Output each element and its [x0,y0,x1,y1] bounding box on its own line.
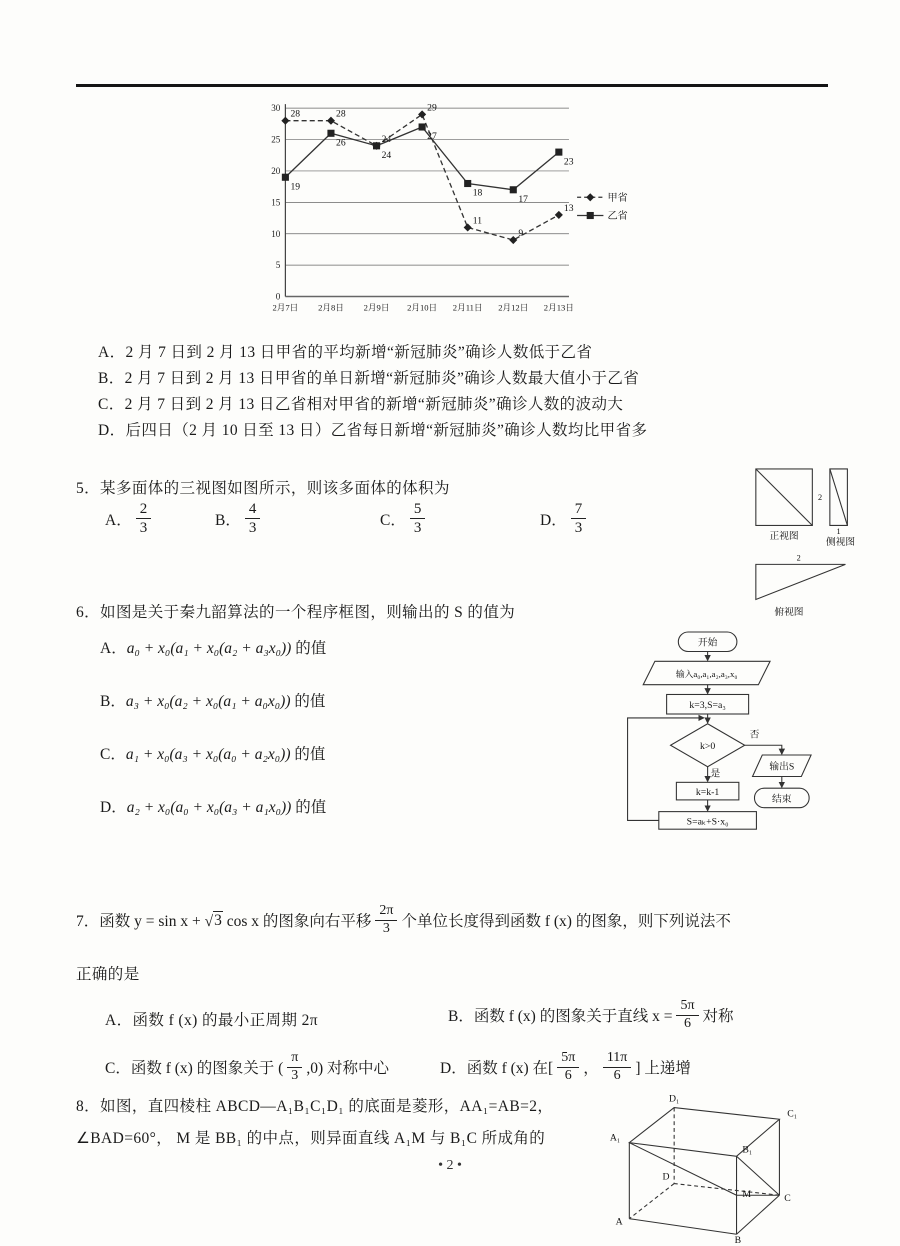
svg-text:2月13日: 2月13日 [543,302,574,313]
math-expression: a₃ + x₀(a₂ + x₀(a₁ + a₀x₀)) [125,693,291,710]
svg-text:2月8日: 2月8日 [318,302,344,313]
page-number: • 2 • [438,1158,462,1173]
vertex-m: M [742,1189,752,1201]
option-suffix: 的值 [291,640,327,657]
option-label: A． [100,640,127,657]
svg-text:18: 18 [472,187,483,199]
svg-text:2月11日: 2月11日 [452,302,483,313]
q7-option-a: A．函数 f (x) 的最小正周期 2π [105,1012,319,1029]
side-view-label: 侧视图 [825,536,856,548]
option-label: D． [100,799,127,816]
svg-text:24: 24 [381,133,392,145]
vertex-c: C [784,1193,791,1205]
fraction: $\frac{2\pi}{3}$ [375,903,397,938]
svg-text:输入a₀,a₁,a₂,a₃,x₀: 输入a₀,a₁,a₂,a₃,x₀ [675,668,738,679]
fraction: $\frac{5}{3}$ [410,500,426,537]
svg-text:k>0: k>0 [699,741,716,753]
svg-text:甲省: 甲省 [607,192,628,204]
flow-condition-node [671,724,745,767]
svg-text:26: 26 [336,137,346,149]
math-expression: a₀ + x₀(a₁ + x₀(a₂ + a₃x₀)) [126,640,292,657]
svg-text:24: 24 [381,149,392,161]
svg-text:10: 10 [271,228,281,239]
flow-start-node [678,632,737,652]
svg-text:17: 17 [518,193,528,205]
vertex-d: D [662,1171,670,1183]
q6-option-a [100,636,326,658]
svg-text:结束: 结束 [772,793,792,805]
vertex-a1: A₁ [609,1132,621,1144]
svg-text:2月12日: 2月12日 [498,302,529,313]
flow-no-label: 否 [749,729,760,741]
algorithm-flowchart [610,628,815,882]
question4-options [98,340,778,444]
svg-text:k=3,S=a₃: k=3,S=a₃ [689,700,726,712]
svg-text:30: 30 [271,103,281,114]
vertex-b: B [734,1235,742,1244]
option-suffix: 的值 [290,746,326,763]
svg-text:25: 25 [271,134,281,145]
vertex-a: A [615,1216,623,1228]
option-label: B． [215,511,241,529]
vertex-d1: D₁ [668,1093,680,1105]
svg-text:2月7日: 2月7日 [272,302,299,313]
svg-text:输出S: 输出S [769,761,795,773]
q4-option-c: C．2 月 7 日到 2 月 13 日乙省相对甲省的新增“新冠肺炎”确诊人数的波动大 [98,396,624,413]
front-dim: 2 [818,493,823,503]
svg-text:2月10日: 2月10日 [407,302,438,313]
fraction: $\frac{4}{3}$ [245,500,261,537]
svg-text:乙省: 乙省 [607,211,628,223]
front-view [756,469,822,542]
q5-option-a [105,500,155,537]
q4-option-a: A．2 月 7 日到 2 月 13 日甲省的平均新增“新冠肺炎”确诊人数低于乙省 [98,344,593,361]
svg-text:11: 11 [472,215,483,227]
top-view-label: 俯视图 [774,607,804,619]
flow-decrement-node [676,782,738,800]
svg-text:5: 5 [275,260,281,271]
q8-line2: ∠BAD=60°， M 是 BB₁ 的中点，则异面直线 A₁M 与 B₁C 所成角的 [76,1130,546,1147]
svg-text:20: 20 [271,165,281,176]
line-chart-svg [255,96,650,327]
svg-text:29: 29 [427,102,437,114]
front-view-label: 正视图 [769,531,799,543]
svg-text:0: 0 [275,291,281,302]
q6-option-b [100,689,325,711]
flow-output-node [753,755,812,776]
math-expression: a₂ + x₀(a₀ + x₀(a₃ + a₁x₀)) [126,799,292,816]
q4-option-d: D．后四日（2 月 10 日至 13 日）乙省每日新增“新冠肺炎”确诊人数均比甲省多 [98,422,648,439]
q7-option-d: D．函数 f (x) 在[ $\frac{5\pi}{6}$ ， $\frac{11\pi}{6}$ ] 上递增 [440,1049,691,1083]
svg-text:27: 27 [427,131,437,143]
flow-input-node [643,661,770,684]
q6-option-c [100,742,325,764]
q7-option-b: B．函数 f (x) 的图象关于直线 x = $\frac{5\pi}{6}$ 对称 [448,997,734,1031]
three-view-diagram [750,462,862,622]
q5-option-c [380,500,429,537]
q7-stem: 7．函数 y = sin x + √ 3 cos x 的图象向右平移 $\frac{2\pi}{3}$ 个单位长度得到函数 f (x) 的图象，则下列说法不 [76,902,731,936]
fraction: $\frac{7}{3}$ [571,500,587,537]
flow-yes-label: 是 [710,768,721,780]
flow-accumulate-node [659,812,757,830]
side-dim: 1 [836,527,841,537]
flow-init-node [667,694,749,714]
svg-text:k=k-1: k=k-1 [695,787,720,799]
svg-text:15: 15 [271,197,281,208]
q7-option-c: C．函数 f (x) 的图象关于 ( $\frac{\pi}{3}$ ,0) 对称中心 [105,1049,389,1083]
svg-text:开始: 开始 [697,637,718,649]
svg-text:23: 23 [563,156,574,168]
top-view [756,554,846,619]
option-label: D． [540,511,567,529]
option-label: C． [100,746,126,763]
fraction: $\frac{2}{3}$ [136,500,152,537]
vertex-b1: B₁ [742,1144,753,1156]
math-expression: a₁ + x₀(a₃ + x₀(a₀ + a₂x₀)) [125,746,291,763]
covid-line-chart [255,96,650,326]
svg-text:28: 28 [336,108,346,120]
fraction: $\frac{\pi}{3}$ [287,1050,302,1085]
q7-stem-cont: 正确的是 [76,966,140,983]
svg-text:2月9日: 2月9日 [363,302,390,313]
fraction: $\frac{5\pi}{6}$ [557,1050,579,1085]
option-suffix: 的值 [291,799,327,816]
q4-option-b: B．2 月 7 日到 2 月 13 日甲省的单日新增“新冠肺炎”确诊人数最大值小于乙省 [98,370,640,387]
svg-text:28: 28 [290,108,301,120]
option-suffix: 的值 [290,693,326,710]
sqrt-radicand: 3 [214,911,222,929]
option-label: B． [100,693,126,710]
vertex-c1: C₁ [787,1108,797,1120]
q5-option-b [215,500,264,537]
option-label: C． [380,511,406,529]
side-view [826,469,855,548]
option-label: A． [105,511,132,529]
top-dim: 2 [796,553,801,563]
q6-stem: 6．如图是关于秦九韶算法的一个程序框图，则输出的 S 的值为 [76,604,516,621]
svg-text:19: 19 [290,181,301,193]
header-rule [76,84,828,87]
q5-stem: 5．某多面体的三视图如图所示，则该多面体的体积为 [76,480,450,497]
svg-text:13: 13 [563,202,574,214]
flow-end-node [754,788,809,808]
q8-line1: 8．如图，直四棱柱 ABCD—A₁B₁C₁D₁ 的底面是菱形，AA₁=AB=2， [76,1098,554,1115]
svg-text:S=aₖ+S·x₀: S=aₖ+S·x₀ [686,816,729,828]
svg-text:9: 9 [518,227,524,239]
fraction: $\frac{5\pi}{6}$ [676,998,698,1033]
q6-option-d [100,795,326,817]
q5-option-d [540,500,590,537]
fraction: $\frac{11\pi}{6}$ [603,1050,632,1085]
flow-loop-arrow [628,718,704,821]
